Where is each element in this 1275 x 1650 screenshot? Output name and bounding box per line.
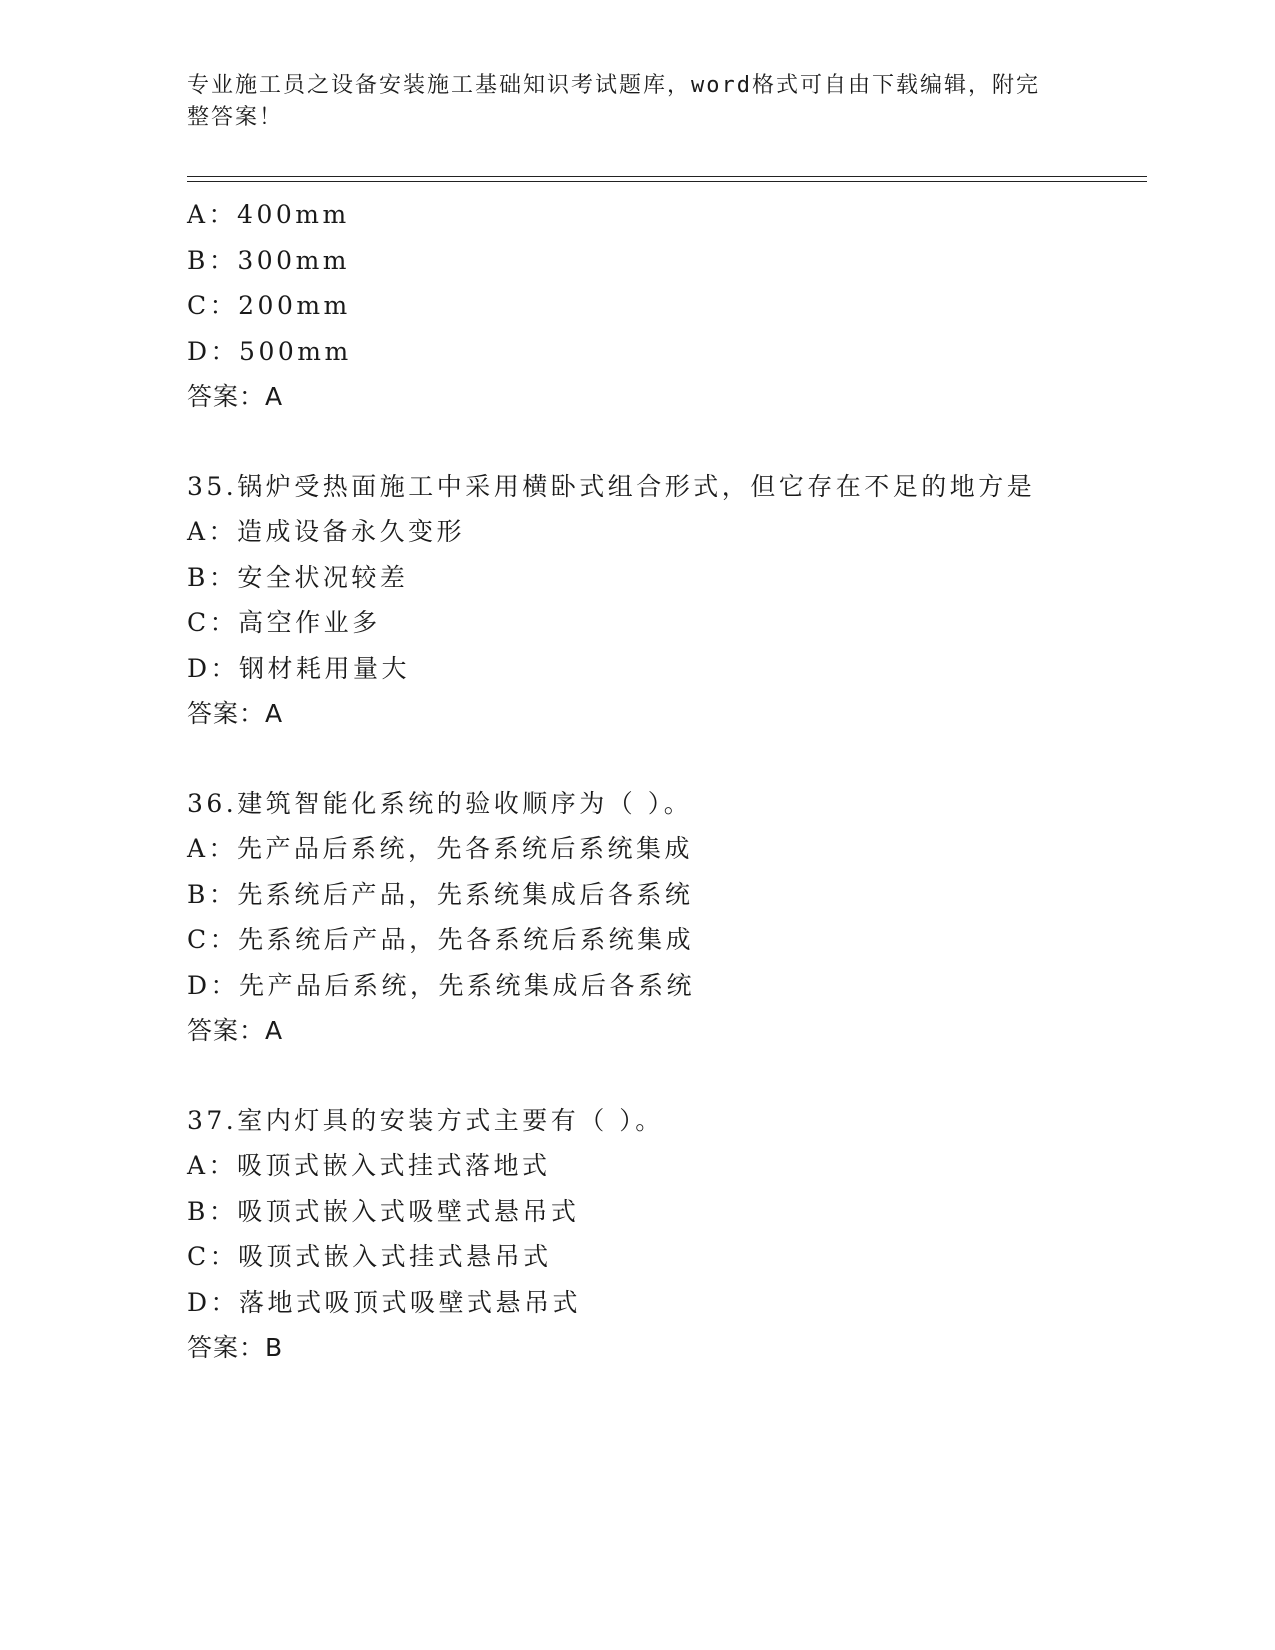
header-divider-bottom [187, 181, 1147, 182]
answer-label: 答案：A [187, 1016, 284, 1045]
option-b: B：吸顶式嵌入式吸壁式悬吊式 [187, 1196, 580, 1226]
question-text: 36.建筑智能化系统的验收顺序为（ ）。 [187, 788, 693, 818]
option-d: D：落地式吸顶式吸壁式悬吊式 [187, 1287, 582, 1317]
option-d: D：先产品后系统，先系统集成后各系统 [187, 970, 696, 1000]
option-b: B：安全状况较差 [187, 562, 409, 592]
option-c: C：先系统后产品，先各系统后系统集成 [187, 925, 695, 954]
option-a: A：先产品后系统，先各系统后系统集成 [187, 834, 694, 863]
option-a: A：400mm [187, 200, 350, 229]
spacer [187, 1054, 1147, 1098]
answer-label: 答案：A [187, 382, 284, 411]
option-b: B：300mm [187, 245, 351, 275]
question-block-37 [187, 1098, 1147, 1371]
header-line-1: 专业施工员之设备安装施工基础知识考试题库，word格式可自由下载编辑，附完 [187, 73, 1040, 98]
option-d: D：500mm [187, 336, 352, 366]
spacer [187, 737, 1147, 781]
option-a: A：造成设备永久变形 [187, 517, 466, 546]
question-block-36 [187, 781, 1147, 1054]
answer-label: 答案：A [187, 699, 284, 728]
question-text: 35.锅炉受热面施工中采用横卧式组合形式，但它存在不足的地方是 [187, 471, 1036, 501]
question-block-34 [187, 192, 1147, 420]
header-line-2: 整答案！ [187, 105, 284, 130]
question-block-35 [187, 464, 1147, 737]
option-c: C：200mm [187, 291, 351, 320]
option-d: D：钢材耗用量大 [187, 653, 411, 683]
option-b: B：先系统后产品，先系统集成后各系统 [187, 879, 694, 909]
answer-label: 答案：B [187, 1333, 284, 1362]
option-a: A：吸顶式嵌入式挂式落地式 [187, 1151, 551, 1180]
document-header [187, 70, 1077, 134]
header-divider-top [187, 176, 1147, 177]
option-c: C：高空作业多 [187, 608, 381, 637]
spacer [187, 420, 1147, 464]
question-list [187, 192, 1147, 1371]
question-text: 37.室内灯具的安装方式主要有（ ）。 [187, 1105, 664, 1135]
option-c: C：吸顶式嵌入式挂式悬吊式 [187, 1242, 552, 1271]
